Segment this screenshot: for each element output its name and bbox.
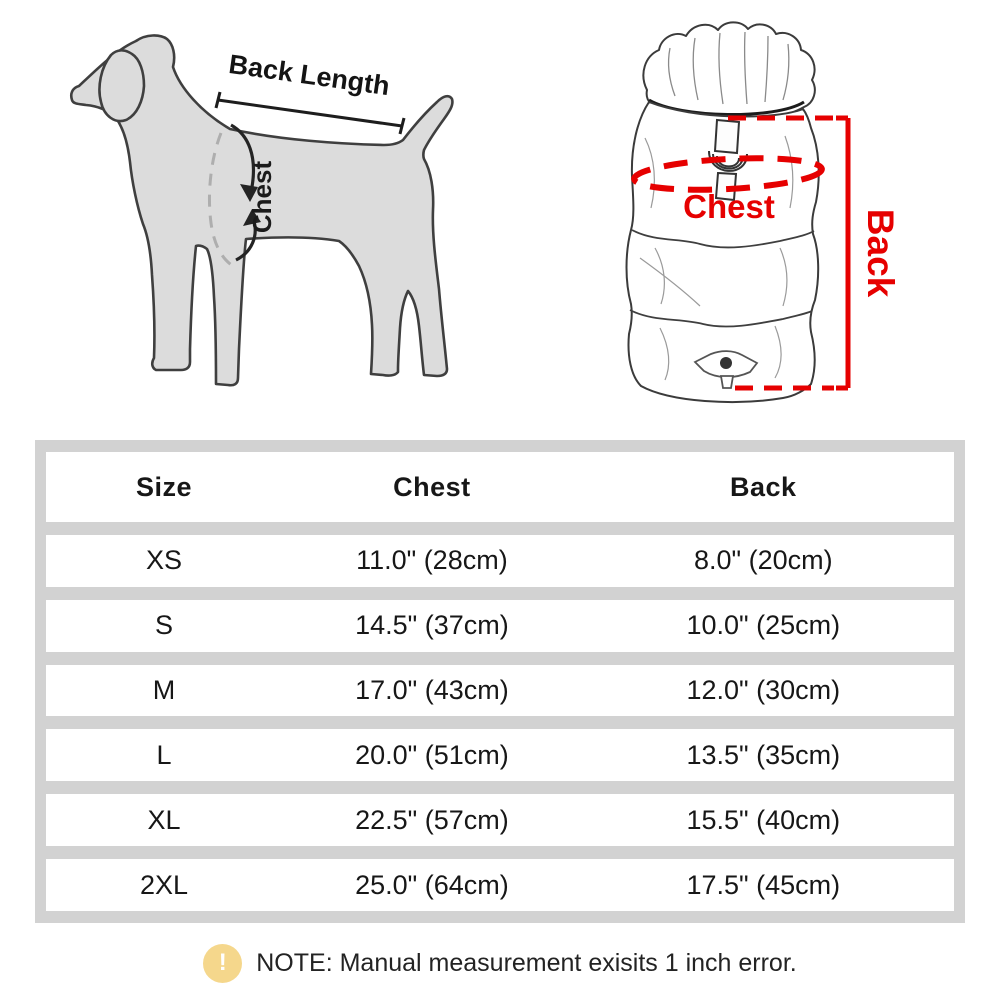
measurement-note xyxy=(0,938,1000,988)
dog-chest-label: Chest xyxy=(247,160,277,234)
table-row xyxy=(46,794,954,846)
note-text: NOTE: Manual measurement exisits 1 inch error. xyxy=(256,948,797,977)
cell-size: M xyxy=(152,675,176,706)
table-row xyxy=(46,535,954,587)
dog-ear xyxy=(99,50,144,121)
cell-back: 15.5" (40cm) xyxy=(686,804,841,835)
size-chart-table xyxy=(35,440,965,923)
cell-size: L xyxy=(156,739,172,770)
dog-measurement-diagram xyxy=(40,8,490,420)
cell-size: XL xyxy=(147,804,181,835)
warning-icon: ! xyxy=(203,944,242,983)
cell-chest: 22.5" (57cm) xyxy=(355,804,509,835)
table-row xyxy=(46,600,954,652)
header-chest: Chest xyxy=(393,471,471,502)
cell-chest: 17.0" (43cm) xyxy=(355,675,509,706)
vest-measurement-diagram xyxy=(585,8,990,420)
cell-size: S xyxy=(155,610,174,641)
cell-back: 17.5" (45cm) xyxy=(686,869,841,900)
cell-back: 10.0" (25cm) xyxy=(686,610,841,641)
cell-chest: 14.5" (37cm) xyxy=(355,610,509,641)
table-row xyxy=(46,665,954,717)
cell-chest: 20.0" (51cm) xyxy=(355,739,509,770)
cell-size: 2XL xyxy=(140,869,189,900)
cell-back: 13.5" (35cm) xyxy=(686,739,841,770)
cell-back: 8.0" (20cm) xyxy=(693,545,833,576)
cell-chest: 11.0" (28cm) xyxy=(356,545,508,576)
vest-chest-label: Chest xyxy=(683,188,775,225)
header-back: Back xyxy=(730,471,797,502)
table-row xyxy=(46,729,954,781)
cell-chest: 25.0" (64cm) xyxy=(355,869,509,900)
vest-back-label: Back xyxy=(860,208,901,298)
size-table-header-row xyxy=(46,452,954,522)
back-length-label: Back Length xyxy=(226,48,392,102)
header-size: Size xyxy=(136,471,193,502)
table-row xyxy=(46,859,954,911)
cell-back: 12.0" (30cm) xyxy=(686,675,841,706)
cell-size: XS xyxy=(146,545,183,576)
